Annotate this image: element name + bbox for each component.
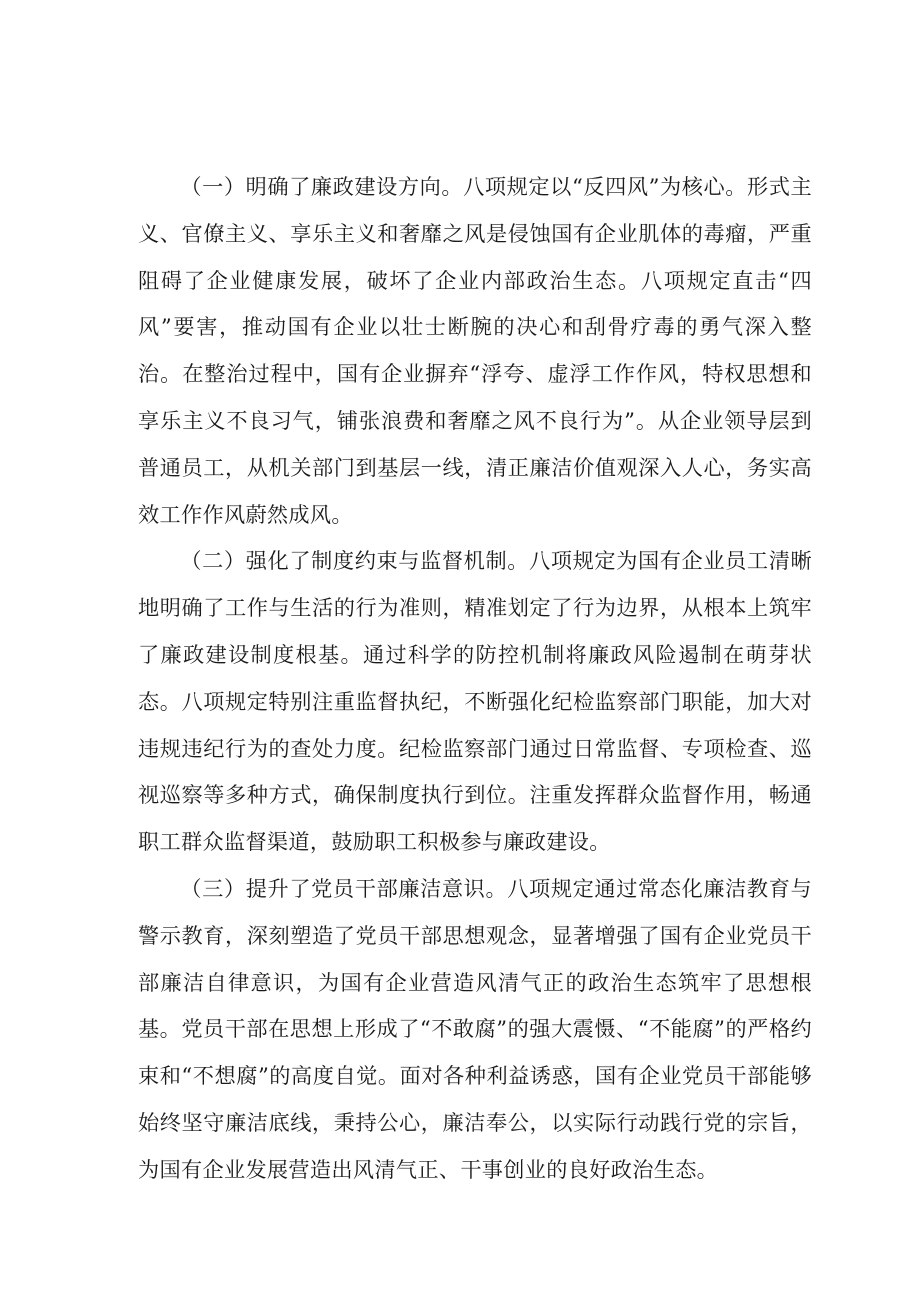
document-body [138, 164, 812, 1194]
paragraph-1: （一）明确了廉政建设方向。八项规定以“反四风”为核心。形式主义、官僚主义、享乐主义和奢靡之风是侵蚀国有企业肌体的毒瘤，严重阻碍了企业健康发展，破坏了企业内部政治生态。八项规定直击“四风”要害，推动国有企业以壮士断腕的决心和刮骨疗毒的勇气深入整治。在整治过程中，国有企业摒弃“浮夸、虚浮工作作风，特权思想和享乐主义不良习气，铺张浪费和奢靡之风不良行为”。从企业领导层到普通员工，从机关部门到基层一线，清正廉洁价值观深入人心，务实高效工作作风蔚然成风。 [138, 174, 812, 527]
paragraph-3: （三）提升了党员干部廉洁意识。八项规定通过常态化廉洁教育与警示教育，深刻塑造了党员干部思想观念，显著增强了国有企业党员干部廉洁自律意识，为国有企业营造风清气正的政治生态筑牢了思想根基。党员干部在思想上形成了“不敢腐”的强大震慑、“不能腐”的严格约束和“不想腐”的高度自觉。面对各种利益诱惑，国有企业党员干部能够始终坚守廉洁底线，秉持公心，廉洁奉公，以实际行动践行党的宗旨，为国有企业发展营造出风清气正、干事创业的良好政治生态。 [138, 875, 812, 1182]
paragraph-2: （二）强化了制度约束与监督机制。八项规定为国有企业员工清晰地明确了工作与生活的行为准则，精准划定了行为边界，从根本上筑牢了廉政建设制度根基。通过科学的防控机制将廉政风险遏制在萌芽状态。八项规定特别注重监督执纪，不断强化纪检监察部门职能，加大对违规违纪行为的查处力度。纪检监察部门通过日常监督、专项检查、巡视巡察等多种方式，确保制度执行到位。注重发挥群众监督作用，畅通职工群众监督渠道，鼓励职工积极参与廉政建设。 [138, 548, 812, 855]
